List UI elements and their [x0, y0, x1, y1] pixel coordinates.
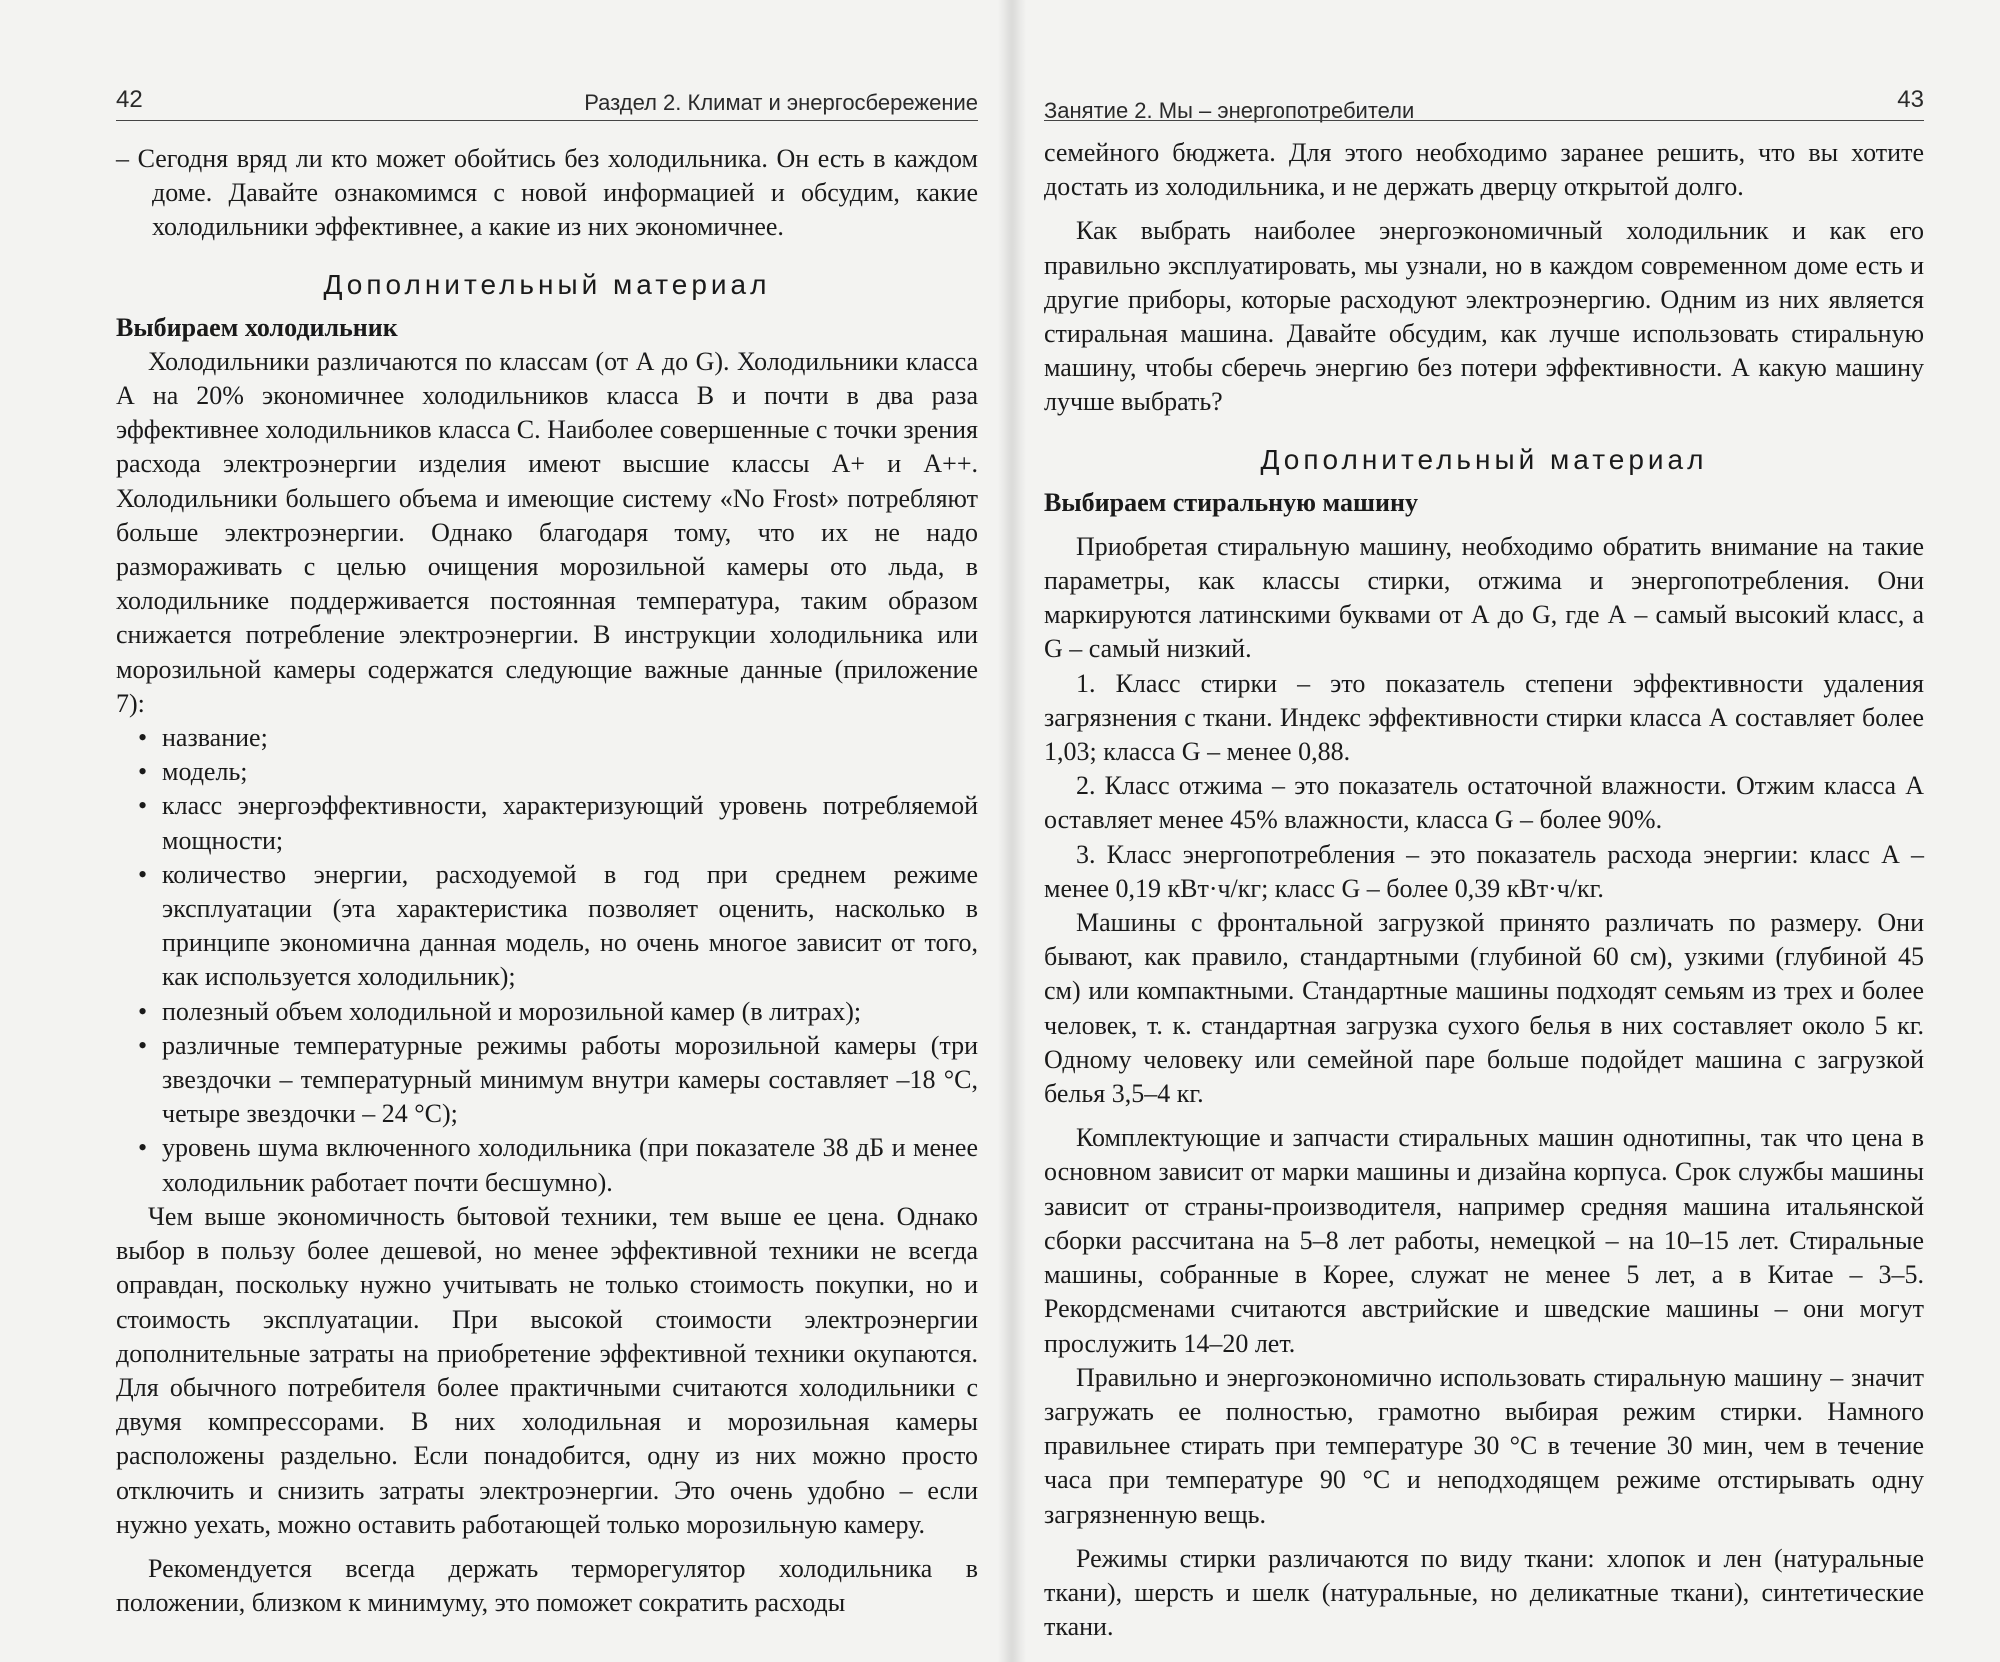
- list-item: • модель;: [162, 755, 978, 789]
- right-page-header: [1044, 86, 1924, 122]
- right-page-body: [1044, 136, 1924, 1644]
- paragraph: Комплектующие и запчасти стиральных машин однотипны, так что цена в основном зависит от марки машины и дизайна корпуса. Срок службы машины зависит от страны-производителя, например средняя машина итальянской сборки рассчитана на 5–8 лет работы, немецкой – на 10–15 лет. Стиральные машины, собранные в Корее, служат не менее 5 лет, а в Китае – 3–5. Рекордсменами считаются австрийские и шведские машины – они могут прослужить 14–20 лет.: [1044, 1123, 1924, 1358]
- left-page-header: [116, 86, 978, 122]
- book-gutter: [998, 0, 1026, 1662]
- list-item: • класс энергоэффективности, характеризующий уровень потребляемой мощности;: [162, 789, 978, 857]
- paragraph: Чем выше экономичность бытовой техники, тем выше ее цена. Однако выбор в пользу более дешевой, но менее эффективной техники не всегда оправдан, поскольку нужно учитывать не только стоимость покупки, но и стоимость эксплуатации. При высокой стоимости электроэнергии дополнительные затраты на приобретение эффективной техники окупаются. Для обычного потребителя более практичными считаются холодильники с двумя компрессорами. В них холодильная и морозильная камеры расположены раздельно. Если понадобится, одну из них можно просто отключить и снизить затраты электроэнергии. Это очень удобно – если нужно уехать, можно оставить работающей только морозильную камеру.: [116, 1201, 978, 1539]
- list-item: • название;: [162, 721, 978, 755]
- paragraph: Правильно и энергоэкономично использовать стиральную машину – значит загружать ее полностью, грамотно выбирая режим стирки. Намного правильнее стирать при температуре 30 °С в течение 30 мин, чем в течение часа при температуре 90 °С и неподходящем режиме отстирывать одну загрязненную вещь.: [1044, 1362, 1924, 1529]
- subheading: Выбираем стиральную машину: [1044, 487, 1418, 517]
- running-header: Раздел 2. Климат и энергосбережение: [584, 90, 978, 115]
- numbered-item: 1. Класс стирки – это показатель степени эффективности удаления загрязнения с ткани. Индекс эффективности стирки класса А составляет более 1,03; класса G – менее 0,88.: [1044, 668, 1924, 767]
- running-header: Занятие 2. Мы – энергопотребители: [1044, 98, 1415, 123]
- section-heading: Дополнительный материал: [1260, 443, 1708, 475]
- paragraph: Приобретая стиральную машину, необходимо обратить внимание на такие параметры, как классы стирки, отжима и энергопотребления. Они маркируются латинскими буквами от А до G, где А – самый высокий класс, а G – самый низкий.: [1044, 531, 1924, 664]
- page-number: 42: [116, 86, 143, 113]
- header-rule: [116, 120, 978, 121]
- intro-paragraph: – Сегодня вряд ли кто может обойтись без холодильника. Он есть в каждом доме. Давайте ознакомимся с новой информацией и обсудим, какие холодильники эффективнее, а какие из них экономичнее.: [116, 144, 978, 242]
- numbered-item: 2. Класс отжима – это показатель остаточной влажности. Отжим класса А оставляет менее 45% влажности, класса G – более 90%.: [1044, 771, 1924, 835]
- subheading: Выбираем холодильник: [116, 312, 398, 342]
- header-rule: [1044, 120, 1924, 121]
- paragraph: Режимы стирки различаются по виду ткани: хлопок и лен (натуральные ткани), шерсть и шелк (натуральные, но деликатные ткани), синтетические ткани.: [1044, 1543, 1924, 1642]
- page-number: 43: [1897, 86, 1924, 113]
- paragraph: семейного бюджета. Для этого необходимо заранее решить, что вы хотите достать из холодильника, и не держать дверцу открытой долго.: [1044, 138, 1924, 202]
- bullet-list: [116, 721, 978, 1200]
- paragraph: Рекомендуется всегда держать терморегулятор холодильника в положении, близком к минимуму, это поможет сократить расходы: [116, 1553, 978, 1618]
- paragraph: Холодильники различаются по классам (от А до G). Холодильники класса А на 20% экономичнее холодильников класса В и почти в два раза эффективнее холодильников класса С. Наиболее совершенные с точки зрения расхода электроэнергии изделия имеют высшие классы А+ и А++. Холодильники большего объема и имеющие систему «No Frost» потребляют больше электроэнергии. Однако благодаря тому, что их не надо размораживать с целью очищения морозильной камеры ото льда, в холодильнике поддерживается постоянная температура, таким образом снижается потребление электроэнергии. В инструкции холодильника или морозильной камеры содержатся следующие важные данные (приложение 7):: [116, 346, 979, 718]
- list-item: • уровень шума включенного холодильника (при показателе 38 дБ и менее холодильник работает почти бесшумно).: [162, 1131, 978, 1199]
- list-item: • количество энергии, расходуемой в год при среднем режиме эксплуатации (эта характеристика позволяет оценить, насколько в принципе экономична данная модель, но очень многое зависит от того, как используется холодильник);: [162, 858, 978, 995]
- paragraph: Как выбрать наиболее энергоэкономичный холодильник и как его правильно эксплуатировать, мы узнали, но в каждом современном доме есть и другие приборы, которые расходуют электроэнергию. Одним из них является стиральная машина. Давайте обсудим, как лучше использовать стиральную машину, чтобы сберечь энергию без потери эффективности. А какую машину лучше выбрать?: [1044, 216, 1924, 417]
- list-item: • полезный объем холодильной и морозильной камер (в литрах);: [162, 995, 978, 1029]
- list-item: • различные температурные режимы работы морозильной камеры (три звездочки – температурный минимум внутри камеры составляет –18 °С, четыре звездочки – 24 °С);: [162, 1029, 978, 1132]
- numbered-item: 3. Класс энергопотребления – это показатель расхода энергии: класс А – менее 0,19 кВт·ч/кг; класс G – более 0,39 кВт·ч/кг.: [1044, 839, 1924, 903]
- right-page: [1024, 0, 2000, 1662]
- left-page-body: [116, 142, 978, 1620]
- paragraph: Машины с фронтальной загрузкой принято различать по размеру. Они бывают, как правило, стандартными (глубиной 60 см), узкими (глубиной 45 см) или компактными. Стандартные машины подходят семьям из трех и более человек, т. к. стандартная загрузка сухого белья в них составляет около 5 кг. Одному человеку или семейной паре больше подойдет машина с загрузкой белья 3,5–4 кг.: [1044, 908, 1924, 1109]
- section-heading: Дополнительный материал: [323, 268, 771, 300]
